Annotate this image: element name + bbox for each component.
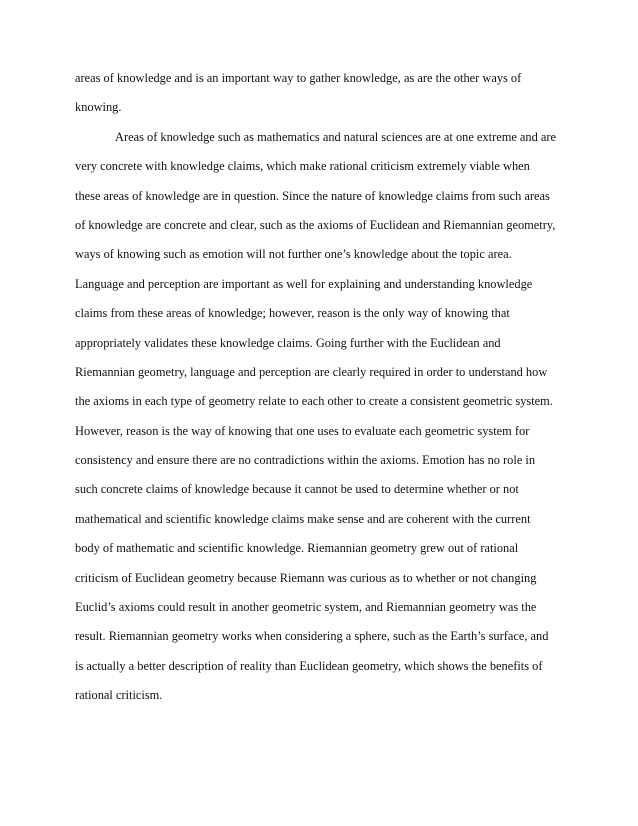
text-line: is actually a better description of reality than Euclidean geometry, which shows the benefits of: [75, 658, 543, 673]
text-line: such concrete claims of knowledge because it cannot be used to determine whether or not: [75, 482, 519, 497]
text-line: Euclid’s axioms could result in another geometric system, and Riemannian geometry was the: [75, 600, 537, 615]
text-line: consistency and ensure there are no contradictions within the axioms. Emotion has no role in: [75, 453, 536, 468]
text-line: However, reason is the way of knowing that one uses to evaluate each geometric system for: [75, 423, 530, 438]
text-line: rational criticism.: [75, 688, 163, 703]
text-line: Riemannian geometry, language and perception are clearly required in order to understand how: [75, 364, 548, 379]
text-line: ways of knowing such as emotion will not further one’s knowledge about the topic area.: [75, 247, 512, 262]
text-line: very concrete with knowledge claims, which make rational criticism extremely viable when: [75, 159, 530, 174]
text-line: Language and perception are important as well for explaining and understanding knowledge: [75, 276, 533, 291]
text-line: claims from these areas of knowledge; however, reason is the only way of knowing that: [75, 306, 510, 321]
text-line: of knowledge are concrete and clear, such as the axioms of Euclidean and Riemannian geometry,: [75, 217, 556, 232]
text-line: the axioms in each type of geometry relate to each other to create a consistent geometric system.: [75, 394, 553, 409]
text-line: result. Riemannian geometry works when considering a sphere, such as the Earth’s surface, and: [75, 629, 549, 644]
text-line: criticism of Euclidean geometry because Riemann was curious as to whether or not changing: [75, 570, 537, 585]
text-line: appropriately validates these knowledge claims. Going further with the Euclidean and: [75, 335, 501, 350]
text-line: knowing.: [75, 100, 122, 115]
text-line: mathematical and scientific knowledge claims make sense and are coherent with the current: [75, 511, 531, 526]
paragraph-start-line: Areas of knowledge such as mathematics and natural sciences are at one extreme and are: [115, 129, 557, 144]
essay-body: [75, 70, 575, 717]
text-line: these areas of knowledge are in question. Since the nature of knowledge claims from such areas: [75, 188, 550, 203]
text-line: areas of knowledge and is an important way to gather knowledge, as are the other ways of: [75, 71, 522, 85]
text-line: body of mathematic and scientific knowledge. Riemannian geometry grew out of rational: [75, 541, 519, 556]
